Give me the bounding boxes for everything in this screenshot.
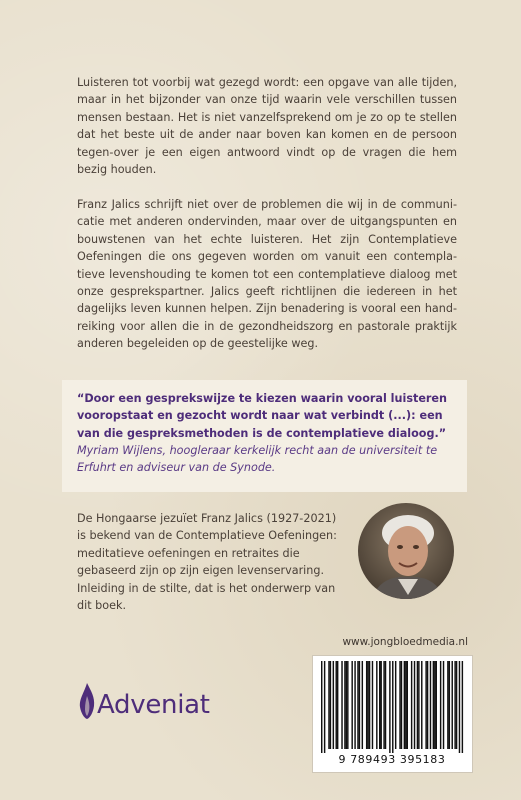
barcode-bar	[336, 661, 337, 749]
author-portrait-image	[358, 503, 454, 599]
barcode-bar	[421, 661, 422, 749]
barcode-bar	[427, 661, 428, 749]
barcode-bar	[418, 661, 419, 749]
barcode-bar	[399, 661, 400, 749]
publisher-name: Adveniat	[97, 690, 210, 720]
quote-text: “Door een gesprekswijze te kiezen waarin vooral luisteren vooropstaat en gezocht wordt naar wat verbindt (...): een van die gespreksmethoden is de contemplatieve dialoog.”	[77, 392, 447, 440]
barcode-bar	[369, 661, 370, 749]
barcode-bar	[341, 661, 342, 749]
barcode-bar	[389, 661, 390, 753]
publisher-logo	[78, 680, 210, 720]
barcode-bar	[351, 661, 352, 749]
barcode-bar	[392, 661, 393, 753]
intro-paragraph: Luisteren tot voorbij wat gezegd wordt: een opgave van alle tijden, maar in het bijzonder van onze tijd waarin vele verschillen tussen mensen bestaan. Het is niet vanzelfsprekend om je zo op te stellen dat het beste uit de ander naar boven kan komen en de persoon tegen-over je een eigen antwoord vindt op de vragen die hem bezig houden.	[77, 76, 457, 177]
barcode-bar	[452, 661, 453, 749]
barcode-bar	[434, 661, 435, 749]
barcode-bar	[367, 661, 368, 749]
barcode-bar	[411, 661, 412, 749]
barcode-bar	[333, 661, 334, 749]
barcode-bar	[346, 661, 347, 749]
description-paragraph: Franz Jalics schrijft niet over de problemen die wij in de communi-catie met anderen ondervinden, maar over de uitgangspunten en bouwstenen van het echte luisteren. Het zijn Contemplatieve Oefeningen die ons gegeven worden om vanuit een contempla-tieve levenshouding te komen tot een contemplatieve dialoog met onze gesprekspartner. Jalics geeft richtlijnen die iedereen in het dagelijks leven kunnen helpen. Zijn benadering is vooral een hand-reiking voor allen die in de gezondheidszorg en pastorale praktijk anderen begeleiden op de geestelijke weg.	[77, 198, 457, 351]
barcode-bar	[324, 661, 325, 753]
barcode-bar	[330, 661, 331, 749]
barcode-bar	[430, 661, 431, 749]
barcode-bars	[317, 659, 467, 753]
isbn-barcode	[312, 655, 473, 773]
barcode-bar	[376, 661, 377, 749]
flame-icon	[78, 682, 96, 720]
barcode-bar	[359, 661, 360, 749]
barcode-bar	[447, 661, 448, 749]
barcode-bar	[401, 661, 402, 749]
barcode-bar	[405, 661, 406, 749]
barcode-bar	[440, 661, 441, 749]
barcode-bar	[372, 661, 373, 749]
barcode-bar	[443, 661, 444, 749]
barcode-bar	[417, 661, 418, 749]
barcode-bar	[347, 661, 348, 749]
barcode-bar	[407, 661, 408, 749]
barcode-bar	[395, 661, 396, 749]
barcode-bar	[337, 661, 338, 749]
barcode-bar	[436, 661, 437, 749]
barcode-bar	[449, 661, 450, 749]
barcode-bar	[362, 661, 363, 749]
barcode-bar	[385, 661, 386, 749]
barcode-bar	[433, 661, 434, 749]
barcode-bar	[328, 661, 329, 749]
barcode-bar	[366, 661, 367, 749]
quote-attribution: Myriam Wijlens, hoogleraar kerkelijk recht aan de universiteit te Erfuhrt en adviseur van de Synode.	[77, 444, 438, 475]
barcode-bar	[404, 661, 405, 749]
publisher-website: www.jongbloedmedia.nl	[342, 636, 468, 648]
barcode-bar	[383, 661, 384, 749]
author-bio: De Hongaarse jezuïet Franz Jalics (1927-2021) is bekend van de Contemplatieve Oefeningen: meditatieve oefeningen en retraites die gebaseerd zijn op zijn eigen levenservaring. Inleiding in de stilte, dat is het onderwerp van dit boek.	[77, 512, 337, 613]
barcode-bar	[459, 661, 460, 753]
isbn-number: 9 789493 395183	[338, 753, 446, 766]
barcode-bar	[354, 661, 355, 749]
barcode-bar	[456, 661, 457, 749]
barcode-bar	[380, 661, 381, 749]
barcode-bar	[357, 661, 358, 749]
author-portrait	[358, 503, 454, 599]
barcode-bar	[462, 661, 463, 753]
barcode-bar	[425, 661, 426, 749]
barcode-bar	[454, 661, 455, 749]
barcode-bar	[321, 661, 322, 753]
barcode-bar	[379, 661, 380, 749]
barcode-bar	[414, 661, 415, 749]
barcode-bar	[344, 661, 345, 749]
